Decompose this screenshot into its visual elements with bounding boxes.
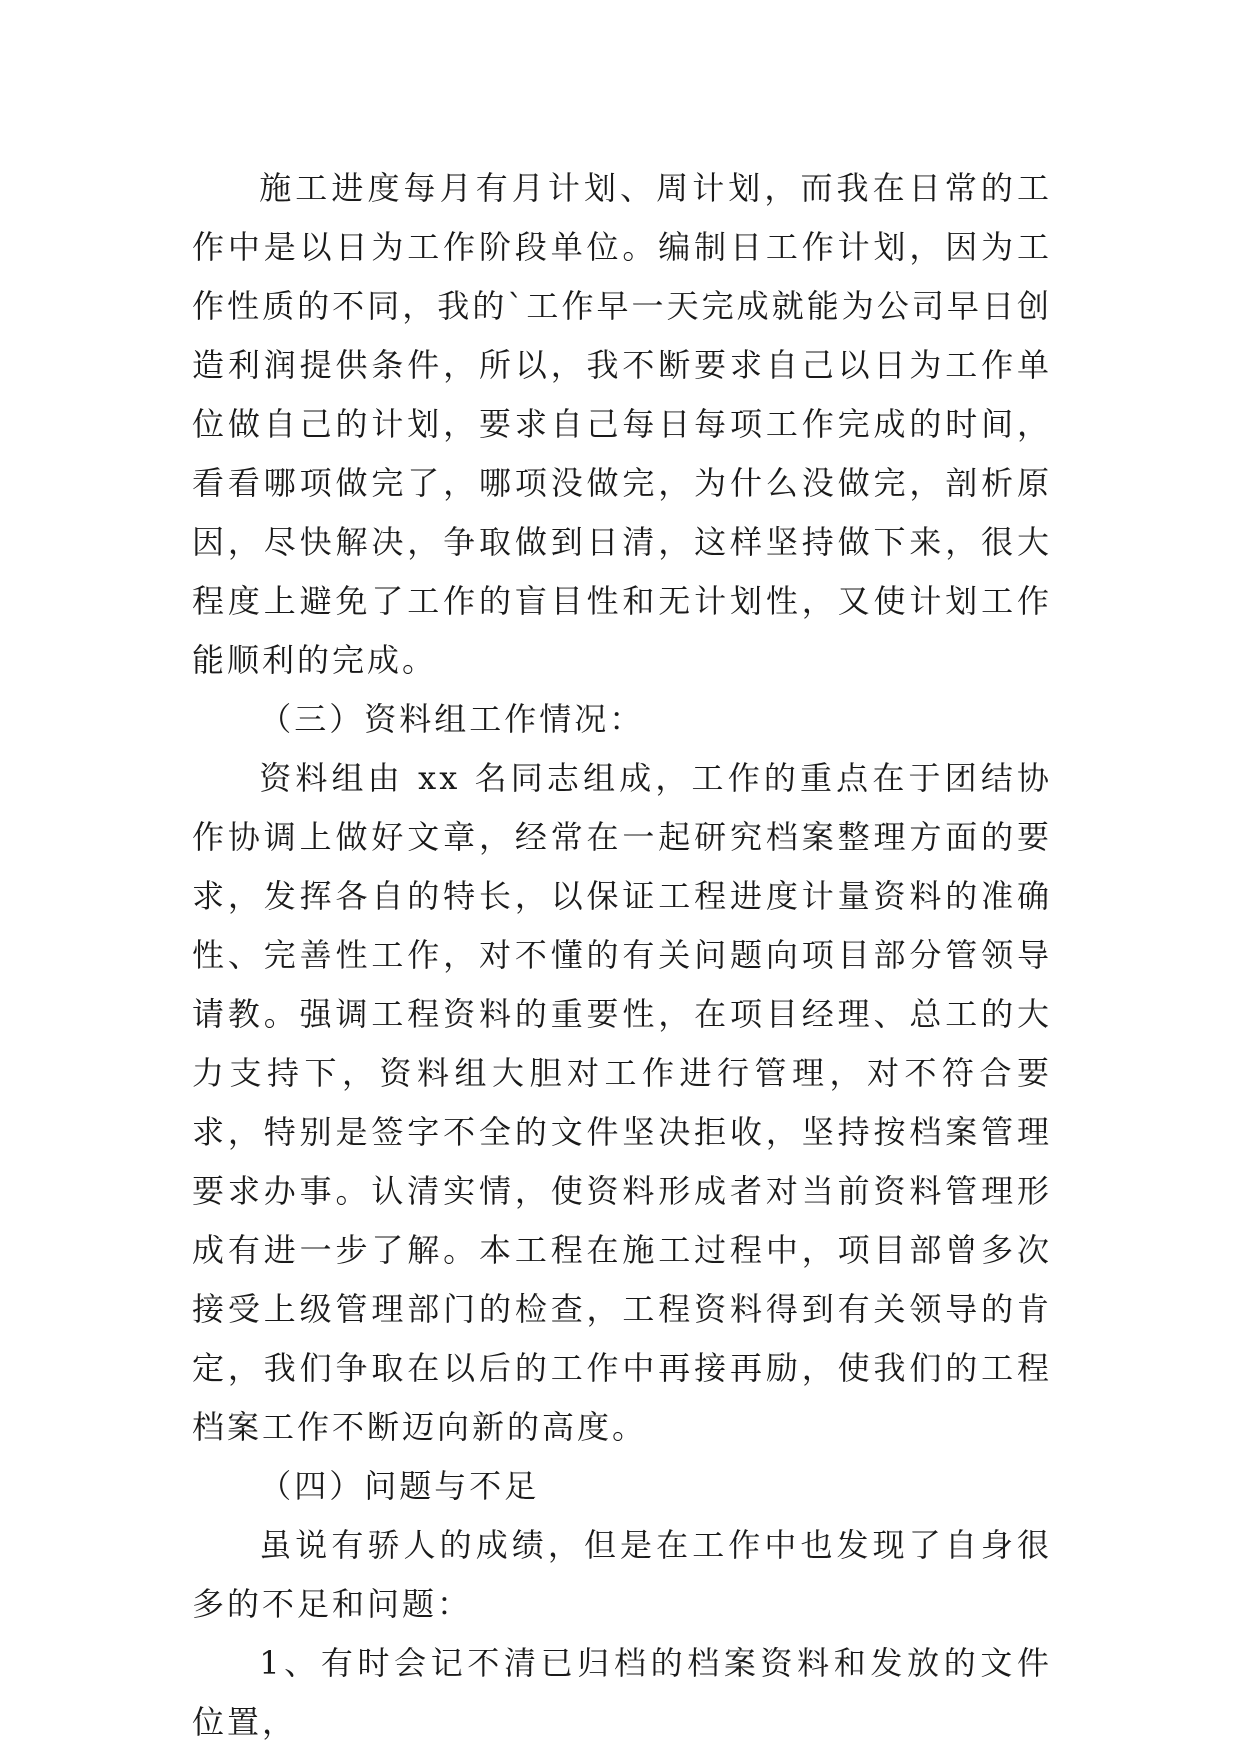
section-heading-problems: （四）问题与不足: [259, 1467, 540, 1505]
document-body: [192, 159, 1052, 1752]
paragraph-materials-group: 资料组由 xx 名同志组成，工作的重点在于团结协作协调上做好文章，经常在一起研究档案整理方面的要求，发挥各自的特长，以保证工程进度计量资料的准确性、完善性工作，对不懂的有关问题向项目部分管领导请教。强调工程资料的重要性，在项目经理、总工的大力支持下，资料组大胆对工作进行管理，对不符合要求，特别是签字不全的文件坚决拒收，坚持按档案管理要求办事。认清实情，使资料形成者对当前资料管理形成有进一步了解。本工程在施工过程中，项目部曾多次接受上级管理部门的检查，工程资料得到有关领导的肯定，我们争取在以后的工作中再接再励，使我们的工程档案工作不断迈向新的高度。: [192, 759, 1052, 1446]
paragraph-problem-1: 1、有时会记不清已归档的档案资料和发放的文件位置，: [192, 1644, 1052, 1741]
section-heading-materials-group: （三）资料组工作情况：: [259, 700, 645, 738]
paragraph-schedule-plan: 施工进度每月有月计划、周计划，而我在日常的工作中是以日为工作阶段单位。编制日工作计划，因为工作性质的不同，我的`工作早一天完成就能为公司早日创造利润提供条件，所以，我不断要求自己以日为工作单位做自己的计划，要求自己每日每项工作完成的时间，看看哪项做完了，哪项没做完，为什么没做完，剖析原因，尽快解决，争取做到日清，这样坚持做下来，很大程度上避免了工作的盲目性和无计划性，又使计划工作能顺利的完成。: [192, 169, 1052, 679]
paragraph-problems-intro: 虽说有骄人的成绩，但是在工作中也发现了自身很多的不足和问题：: [192, 1526, 1052, 1623]
